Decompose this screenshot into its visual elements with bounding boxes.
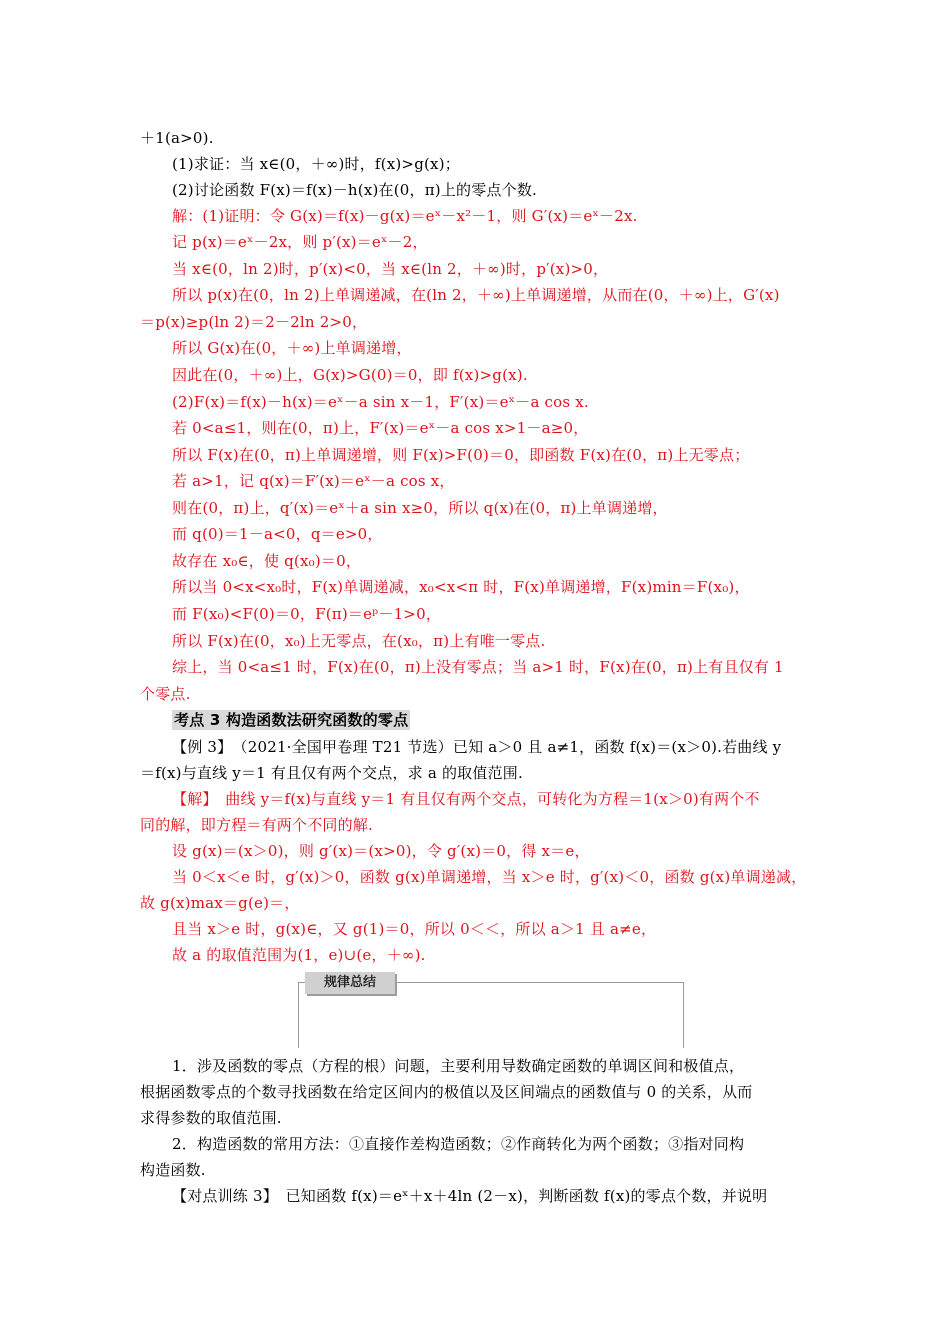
example-line: ＝f(x)与直线 y＝1 有且仅有两个交点，求 a 的取值范围. — [140, 764, 523, 782]
solution-line: 记 p(x)＝eˣ－2x，则 p′(x)＝eˣ－2， — [172, 233, 428, 251]
solution-line: 故 a 的取值范围为(1，e)∪(e，＋∞). — [172, 946, 426, 964]
solution-line: 设 g(x)＝(x＞0)，则 g′(x)＝(x>0)，令 g′(x)＝0，得 x＝e， — [172, 842, 590, 860]
text-line: (1)求证：当 x∈(0，＋∞)时，f(x)>g(x)； — [172, 155, 460, 173]
solution-line: 所以 F(x)在(0，x₀)上无零点，在(x₀，π)上有唯一零点. — [172, 632, 546, 650]
solution-line: 个零点. — [140, 685, 191, 703]
solution-line: (2)F(x)＝f(x)－h(x)＝eˣ－a sin x－1，F′(x)＝eˣ－a cos x. — [172, 393, 589, 411]
solution-line: 因此在(0，＋∞)上，G(x)>G(0)＝0，即 f(x)>g(x). — [172, 366, 528, 384]
solution-line: 故存在 x₀∈，使 q(x₀)＝0， — [172, 552, 362, 570]
solution-line: 而 F(x₀)<F(0)＝0，F(π)＝eᵖ－1>0， — [172, 605, 442, 623]
solution-line: ＝p(x)≥p(ln 2)＝2－2ln 2>0， — [140, 313, 368, 331]
summary-line: 根据函数零点的个数寻找函数在给定区间内的极值以及区间端点的函数值与 0 的关系，从而 — [140, 1083, 753, 1101]
solution-line: 所以当 0<x<x₀时，F(x)单调递减，x₀<x<π 时，F(x)单调递增，F(x)min＝F(x₀)， — [172, 578, 750, 596]
summary-line: 2．构造函数的常用方法：①直接作差构造函数；②作商转化为两个函数；③指对同构 — [172, 1135, 745, 1153]
solution-line: 解：(1)证明：令 G(x)＝f(x)－g(x)＝eˣ－x²－1，则 G′(x)＝eˣ－2x. — [172, 207, 638, 225]
summary-title: 规律总结 — [305, 972, 395, 994]
solution-line: 所以 p(x)在(0，ln 2)上单调递减，在(ln 2，＋∞)上单调递增，从而在(0，＋∞)上，G′(x) — [172, 286, 780, 304]
solution-line: 所以 F(x)在(0，π)上单调递增，则 F(x)>F(0)＝0，即函数 F(x)在(0，π)上无零点； — [172, 446, 750, 464]
solution-line: 【解】 曲线 y＝f(x)与直线 y＝1 有且仅有两个交点，可转化为方程＝1(x＞0)有两个不 — [172, 790, 760, 808]
solution-line: 当 0＜x＜e 时，g′(x)＞0，函数 g(x)单调递增，当 x＞e 时，g′(x)＜0，函数 g(x)单调递减， — [172, 868, 807, 886]
solution-line: 则在(0，π)上，q′(x)＝eˣ＋a sin x≥0，所以 q(x)在(0，π)上单调递增， — [172, 499, 668, 517]
solution-line: 若 0<a≤1，则在(0，π)上，F′(x)＝eˣ－a cos x>1－a≥0， — [172, 419, 589, 437]
text-line: ＋1(a>0). — [140, 129, 214, 147]
solution-line: 综上，当 0<a≤1 时，F(x)在(0，π)上没有零点；当 a>1 时，F(x)在(0，π)上有且仅有 1 — [172, 658, 784, 676]
solution-line: 同的解，即方程＝有两个不同的解. — [140, 816, 373, 834]
solution-line: 且当 x＞e 时，g(x)∈，又 g(1)＝0，所以 0＜＜，所以 a＞1 且 a≠e， — [172, 920, 657, 938]
text-line: (2)讨论函数 F(x)＝f(x)－h(x)在(0，π)上的零点个数. — [172, 181, 538, 199]
solution-line: 若 a>1，记 q(x)＝F′(x)＝eˣ－a cos x， — [172, 472, 455, 490]
summary-line: 求得参数的取值范围. — [140, 1109, 282, 1127]
summary-line: 构造函数. — [140, 1161, 206, 1179]
solution-line: 当 x∈(0，ln 2)时，p′(x)<0，当 x∈(ln 2，＋∞)时，p′(x)>0， — [172, 260, 609, 278]
section-heading: 考点 3 构造函数法研究函数的零点 — [174, 711, 409, 729]
solution-line: 而 q(0)＝1－a<0，q＝e>0， — [172, 525, 383, 543]
example-line: 【例 3】 （2021·全国甲卷理 T21 节选）已知 a＞0 且 a≠1，函数 f(x)＝(x＞0).若曲线 y — [172, 738, 782, 756]
solution-line: 所以 G(x)在(0，＋∞)上单调递增， — [172, 339, 412, 357]
summary-line: 1．涉及函数的零点（方程的根）问题，主要利用导数确定函数的单调区间和极值点， — [172, 1057, 745, 1075]
solution-line: 故 g(x)max＝g(e)＝， — [140, 894, 300, 912]
exercise-line: 【对点训练 3】 已知函数 f(x)＝eˣ＋x＋4ln (2－x)，判断函数 f(x)的零点个数，并说明 — [172, 1187, 768, 1205]
